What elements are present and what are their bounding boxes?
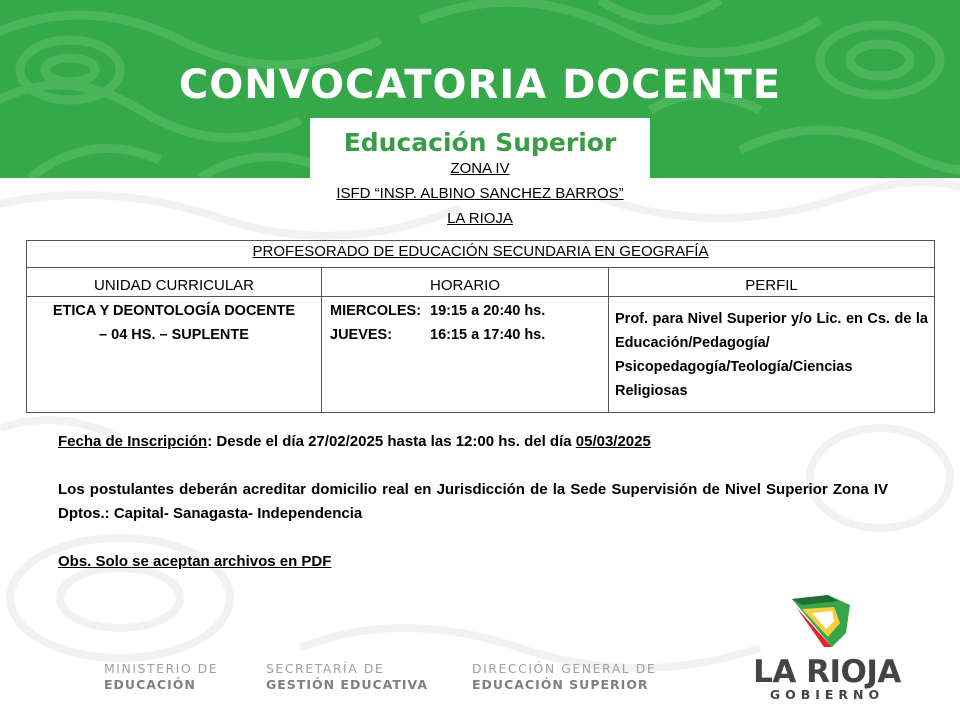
observation-text: Obs. Solo se aceptan archivos en PDF bbox=[58, 553, 332, 570]
inscription-dates bbox=[58, 430, 888, 454]
notes-section bbox=[58, 430, 888, 574]
logo-name: LA RIOJA bbox=[753, 654, 901, 690]
program-title: PROFESORADO DE EDUCACIÓN SECUNDARIA EN GEOGRAFÍA bbox=[27, 241, 935, 268]
org-line1: SECRETARÍA DE bbox=[266, 661, 385, 676]
city-label: LA RIOJA bbox=[447, 210, 513, 227]
schedule-row bbox=[330, 299, 602, 323]
schedule-day: JUEVES: bbox=[330, 327, 393, 343]
institution-name: ISFD “INSP. ALBINO SANCHEZ BARROS” bbox=[336, 185, 624, 202]
header-schedule: HORARIO bbox=[322, 268, 609, 297]
inscription-end-date: 05/03/2025 bbox=[575, 433, 651, 450]
footer-org-direction bbox=[472, 661, 656, 693]
la-rioja-logo-icon bbox=[788, 593, 854, 649]
zone-label: ZONA IV bbox=[450, 160, 510, 177]
org-line2: EDUCACIÓN bbox=[104, 677, 196, 692]
org-line2: EDUCACIÓN SUPERIOR bbox=[472, 677, 649, 692]
schedule-time: 16:15 a 17:40 hs. bbox=[430, 327, 546, 343]
la-rioja-logo bbox=[752, 656, 902, 702]
curricular-unit bbox=[27, 297, 322, 413]
inscription-text: : Desde el día 27/02/2025 hasta las 12:00 hs. del día bbox=[207, 433, 576, 450]
profile-cell: Prof. para Nivel Superior y/o Lic. en Cs. de la Educación/Pedagogía/ Psicopedagogía/Teología/Ciencias Religiosas bbox=[609, 297, 935, 413]
header-banner bbox=[0, 0, 960, 178]
footer-org-secretary bbox=[266, 661, 428, 693]
footer-org-ministry bbox=[104, 661, 218, 693]
org-line1: MINISTERIO DE bbox=[104, 661, 219, 676]
header-unit: UNIDAD CURRICULAR bbox=[27, 268, 322, 297]
schedule-cell bbox=[322, 297, 609, 413]
requirement-text: Los postulantes deberán acreditar domicilio real en Jurisdicción de la Sede Supervisión de Nivel Superior Zona IV Dptos.: Capital- Sanagasta- Independencia bbox=[58, 481, 888, 522]
schedule-time: 19:15 a 20:40 hs. bbox=[430, 303, 546, 319]
subtitle: Educación Superior bbox=[343, 128, 617, 157]
vacancy-table bbox=[26, 240, 935, 413]
logo-subtitle: GOBIERNO bbox=[769, 687, 885, 702]
org-line2: GESTIÓN EDUCATIVA bbox=[266, 677, 429, 692]
schedule-day: MIERCOLES: bbox=[330, 303, 422, 319]
header-profile: PERFIL bbox=[609, 268, 935, 297]
unit-name: ETICA Y DEONTOLOGÍA DOCENTE bbox=[52, 303, 296, 319]
page-title: CONVOCATORIA DOCENTE bbox=[178, 62, 782, 108]
inscription-label: Fecha de Inscripción bbox=[58, 433, 208, 450]
schedule-row bbox=[330, 323, 602, 347]
org-line1: DIRECCIÓN GENERAL DE bbox=[472, 661, 657, 676]
unit-hours: – 04 HS. – SUPLENTE bbox=[99, 327, 249, 343]
